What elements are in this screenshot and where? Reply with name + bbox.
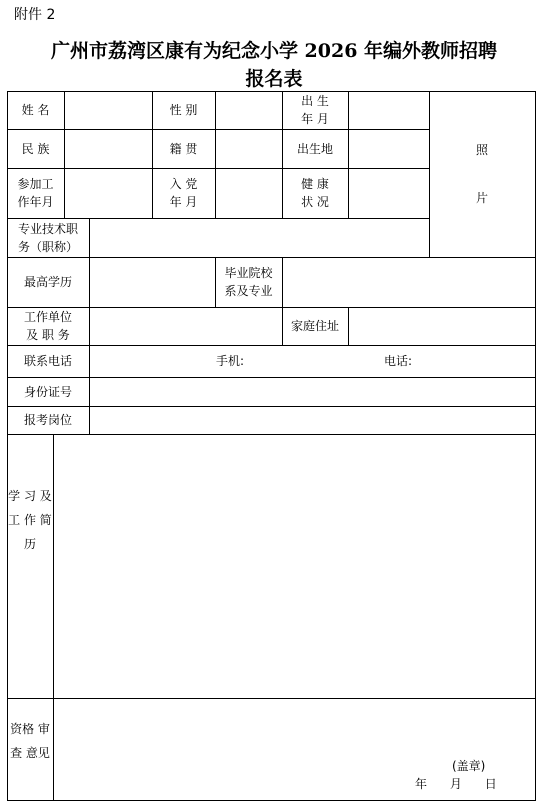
field-mobile[interactable] [250, 345, 378, 377]
field-professional-title[interactable] [89, 218, 429, 257]
field-birth-date[interactable] [348, 91, 429, 129]
label-party-join: 入 党 年 月 [169, 177, 198, 209]
label-birth-date: 出 生 年 月 [301, 94, 329, 126]
field-gender[interactable] [215, 91, 282, 129]
label-health: 健 康 状 况 [301, 177, 329, 209]
label-school-major: 毕业院校 系及专业 [224, 266, 273, 298]
field-ethnicity[interactable] [64, 129, 152, 168]
field-telephone[interactable] [418, 345, 535, 377]
field-resume[interactable] [53, 434, 535, 698]
field-work-start[interactable] [64, 168, 152, 218]
label-work-start: 参加工 作年月 [17, 177, 54, 209]
photo-area[interactable]: 照 片 [475, 143, 488, 205]
label-education: 最高学历 [23, 275, 72, 289]
label-native-place: 籍 贯 [169, 141, 198, 156]
label-ethnicity: 民 族 [21, 141, 50, 156]
field-position[interactable] [89, 406, 535, 434]
attachment-label: 附件 2 [14, 7, 56, 23]
form-title: 广州市荔湾区康有为纪念小学 2026 年编外教师招聘 [50, 40, 498, 62]
label-professional-title: 专业技术职 务（职称） [17, 221, 78, 254]
label-position: 报考岗位 [23, 413, 72, 427]
label-birthplace: 出生地 [296, 141, 333, 156]
label-gender: 性 别 [169, 103, 198, 117]
field-id-number[interactable] [89, 377, 535, 406]
label-address: 家庭住址 [290, 319, 339, 333]
field-party-join[interactable] [215, 168, 282, 218]
field-address[interactable] [348, 307, 535, 345]
label-id-number: 身份证号 [23, 384, 72, 399]
field-name[interactable] [64, 91, 152, 129]
field-school-major[interactable] [282, 257, 535, 307]
date-label: 年 月 日 [415, 777, 497, 791]
field-employer[interactable] [89, 307, 282, 345]
label-review: 资格 审查 意见 [10, 722, 50, 760]
form-subtitle: 报名表 [245, 68, 303, 90]
field-native-place[interactable] [215, 129, 282, 168]
field-birthplace[interactable] [348, 129, 429, 168]
label-name: 姓 名 [21, 103, 50, 117]
label-resume: 学 习 及 工 作 简 历 [8, 489, 52, 551]
field-health[interactable] [348, 168, 429, 218]
field-education[interactable] [89, 257, 215, 307]
seal-label: (盖章) [452, 759, 486, 773]
label-mobile: 手机: [215, 354, 245, 368]
label-telephone: 电话: [383, 354, 413, 368]
label-employer: 工作单位 及 职 务 [23, 310, 72, 342]
label-phone: 联系电话 [23, 354, 72, 368]
